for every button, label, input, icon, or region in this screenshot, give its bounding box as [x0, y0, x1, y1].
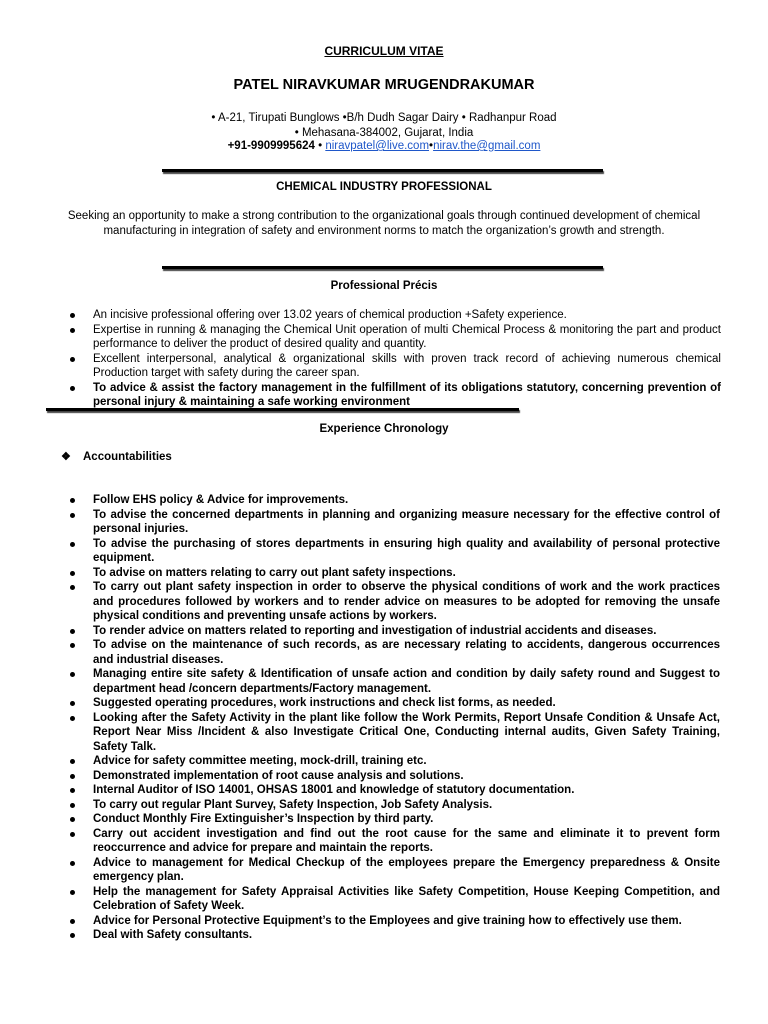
list-item: Conduct Monthly Fire Extinguisher’s Inspection by third party.	[0, 812, 768, 827]
bullet-icon	[70, 933, 75, 938]
accountabilities-heading	[61, 450, 172, 463]
list-item: Help the management for Safety Appraisal Activities like Safety Competition, House Keeping Competition, and Celebration of Safety Week.	[0, 885, 768, 914]
divider-3	[46, 408, 519, 411]
objective-text: Seeking an opportunity to make a strong contribution to the organizational goals through continued development of chemical manufacturing in integration of safety and environment norms to match the organization’s growth and strength.	[67, 210, 701, 237]
bullet-icon	[70, 832, 75, 837]
list-item: Excellent interpersonal, analytical & organizational skills with proven track record of achieving numerous chemical Production target with safety during the career span.	[0, 352, 768, 381]
address	[0, 111, 768, 140]
bullet-icon	[70, 571, 75, 576]
bullet-icon	[70, 542, 75, 547]
list-item: Internal Auditor of ISO 14001, OHSAS 18001 and knowledge of statutory documentation.	[0, 783, 768, 798]
bullet-icon	[70, 328, 75, 333]
divider-1	[162, 169, 603, 172]
list-item: Demonstrated implementation of root cause analysis and solutions.	[0, 769, 768, 784]
bullet-icon	[70, 716, 75, 721]
list-item: To carry out regular Plant Survey, Safety Inspection, Job Safety Analysis.	[0, 798, 768, 813]
bullet-icon	[70, 817, 75, 822]
list-item: Suggested operating procedures, work instructions and check list forms, as needed.	[0, 696, 768, 711]
list-item: Advice to management for Medical Checkup of the employees prepare the Emergency preparedness & Onsite emergency plan.	[0, 856, 768, 885]
bullet-icon	[70, 629, 75, 634]
list-item: Managing entire site safety & Identification of unsafe action and condition by daily safety round and Suggest to department head /concern departments/Factory management.	[0, 667, 768, 696]
precis-list	[0, 308, 768, 410]
list-item: Carry out accident investigation and find out the root cause for the same and eliminate it to prevent form reoccurrence and advice for prepare and maintain the reports.	[0, 827, 768, 856]
address-line-2: • Mehasana-384002, Gujarat, India	[294, 126, 474, 139]
bullet-icon	[70, 643, 75, 648]
bullet-icon	[70, 513, 75, 518]
list-item: To render advice on matters related to reporting and investigation of industrial accidents and diseases.	[0, 624, 768, 639]
cv-title: CURRICULUM VITAE	[324, 44, 444, 58]
bullet-icon	[70, 774, 75, 779]
bullet-icon	[70, 759, 75, 764]
bullet-icon	[70, 672, 75, 677]
address-line-1: • A-21, Tirupati Bunglows •B/h Dudh Sagar Dairy • Radhanpur Road	[211, 112, 557, 124]
separator: •	[314, 140, 326, 152]
list-item: To advice & assist the factory management in the fulfillment of its obligations statutory, concerning prevention of personal injury & maintaining a safe working environment	[0, 381, 768, 410]
bullet-icon	[70, 585, 75, 590]
candidate-name: PATEL NIRAVKUMAR MRUGENDRAKUMAR	[233, 77, 535, 93]
bullet-icon	[70, 701, 75, 706]
precis-title: Professional Précis	[330, 280, 438, 292]
accountabilities-label: Accountabilities	[83, 451, 172, 463]
list-item: To advise the concerned departments in planning and organizing measure necessary for the effective control of personal injuries.	[0, 508, 768, 537]
bullet-icon	[70, 357, 75, 362]
list-item: To advise on matters relating to carry out plant safety inspections.	[0, 566, 768, 581]
list-item: To advise on the maintenance of such records, as are necessary relating to accidents, dangerous occurrences and industrial diseases.	[0, 638, 768, 667]
diamond-bullet-icon: ❖	[61, 451, 71, 463]
bullet-icon	[70, 919, 75, 924]
list-item: Advice for Personal Protective Equipment’s to the Employees and give training how to effectively use them.	[0, 914, 768, 929]
list-item: Advice for safety committee meeting, mock-drill, training etc.	[0, 754, 768, 769]
email-link-1[interactable]: niravpatel@live.com	[325, 140, 430, 152]
list-item: Follow EHS policy & Advice for improvements.	[0, 493, 768, 508]
list-item: Expertise in running & managing the Chemical Unit operation of multi Chemical Process & monitoring the part and product performance to deliver the product of desired quality and quantity.	[0, 323, 768, 352]
profile-title: CHEMICAL INDUSTRY PROFESSIONAL	[276, 181, 492, 193]
divider-2	[162, 266, 603, 269]
contact-line	[0, 140, 768, 152]
bullet-icon	[70, 386, 75, 391]
bullet-icon	[70, 498, 75, 503]
separator: •	[429, 140, 434, 152]
phone-number: +91-9909995624	[227, 140, 315, 152]
bullet-icon	[70, 890, 75, 895]
bullet-icon	[70, 803, 75, 808]
accountabilities-list	[0, 493, 768, 943]
list-item: To carry out plant safety inspection in order to observe the physical conditions of work and the work practices and procedures followed by workers and to render advice on measures to be adopted for removing the unsafe physical conditions and preventing unsafe actions by workers.	[0, 580, 768, 624]
list-item: An incisive professional offering over 13.02 years of chemical production +Safety experience.	[0, 308, 768, 323]
bullet-icon	[70, 788, 75, 793]
email-link-2[interactable]: nirav.the@gmail.com	[433, 140, 541, 152]
experience-title: Experience Chronology	[319, 423, 449, 435]
bullet-icon	[70, 861, 75, 866]
list-item: To advise the purchasing of stores departments in ensuring high quality and availability of personal protective equipment.	[0, 537, 768, 566]
bullet-icon	[70, 313, 75, 318]
list-item: Deal with Safety consultants.	[0, 928, 768, 943]
list-item: Looking after the Safety Activity in the plant like follow the Work Permits, Report Unsafe Condition & Unsafe Act, Report Near Miss /Incident & also Investigate Critical One, Conducting internal audits, Given Safety Training, Safety Talk.	[0, 711, 768, 755]
